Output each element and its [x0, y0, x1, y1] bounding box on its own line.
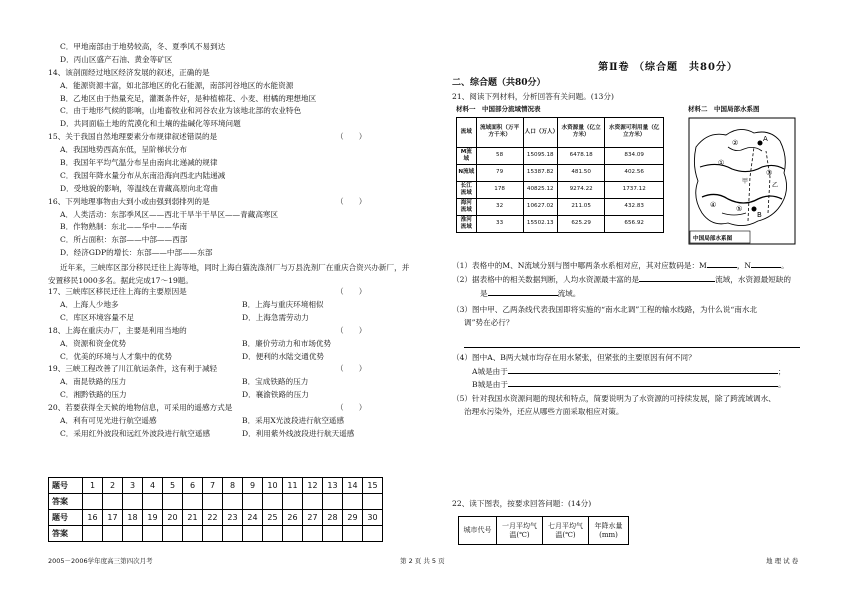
- basin-table-cell: 625.29: [557, 215, 605, 232]
- basin-table-cell: M流域: [457, 147, 477, 164]
- basin-table-cell: 834.09: [605, 147, 664, 164]
- answer-option: D．受地貌的影响，等温线在青藏高原向北弯曲: [60, 183, 218, 193]
- answer-cell[interactable]: [163, 526, 183, 542]
- answer-cell[interactable]: [103, 526, 123, 542]
- question-number-cell: 10: [263, 478, 283, 494]
- basin-table-header-row: [457, 117, 664, 147]
- question-number-cell: 30: [363, 510, 383, 526]
- answer-blank[interactable]: [707, 267, 737, 268]
- basin-table-cell: 656.92: [605, 215, 664, 232]
- basin-table-header: 水资源可利用量（亿立方米）: [605, 117, 664, 147]
- answer-cell[interactable]: [343, 526, 363, 542]
- question-stem: [48, 326, 416, 339]
- basin-table-header: 流域: [457, 117, 477, 147]
- question-number-cell: 27: [303, 510, 323, 526]
- question-number-cell: 19: [143, 510, 163, 526]
- basin-table-header: 流域面积（万平方千米）: [476, 117, 523, 147]
- answer-option-pair: [48, 390, 416, 403]
- answer-paren[interactable]: （ ）: [336, 196, 367, 206]
- map-label: ②: [732, 138, 739, 147]
- answer-blank[interactable]: [488, 295, 558, 296]
- subquestion-2-cont: 是 流域。: [480, 288, 581, 298]
- answer-option: A．人类活动：东部季风区——西北干旱半干旱区——青藏高寒区: [60, 209, 279, 219]
- answer-table: [48, 477, 383, 542]
- climate-table-header-row: [459, 517, 629, 545]
- section-title: 第Ⅱ卷 （综合题 共80分）: [598, 62, 738, 73]
- answer-option-pair: [48, 339, 416, 352]
- basin-table-cell: 211.05: [557, 198, 605, 215]
- answer-option: D．经济GDP的增长：东部——中部——东部: [60, 248, 213, 258]
- material-1-title: 材料一 中国部分流域情况表: [456, 104, 541, 113]
- question-number-cell: 7: [203, 478, 223, 494]
- question-22: 22、读下图表，按要求回答问题：(14分): [452, 499, 592, 508]
- question-number-cell: 24: [243, 510, 263, 526]
- materials-block: [452, 105, 814, 247]
- answer-option: A．资源和资金优势: [60, 338, 127, 348]
- question-stem: [48, 364, 416, 377]
- answer-cell[interactable]: [83, 526, 103, 542]
- answer-table-header: 题号: [49, 478, 83, 494]
- table-row: [457, 164, 664, 181]
- answer-cell[interactable]: [343, 494, 363, 510]
- question-number-cell: 5: [163, 478, 183, 494]
- question-number-cell: 21: [183, 510, 203, 526]
- answer-option-pair: [48, 300, 416, 313]
- answer-table-row: [49, 478, 383, 494]
- answer-cell[interactable]: [323, 494, 343, 510]
- question-text: 18、上海在重庆办厂，主要是利用当地的: [48, 325, 187, 335]
- answer-option: D．利用紫外线波段进行航天遥感: [242, 428, 355, 438]
- map-label: ③: [766, 168, 773, 177]
- left-column: [48, 42, 416, 442]
- question-number-cell: 11: [283, 478, 303, 494]
- answer-table-row: [49, 494, 383, 510]
- answer-option: B．我国年平均气温分布呈由南向北递减的规律: [60, 158, 218, 168]
- question-text: 15、关于我国自然地理要素分布规律叙述错误的是: [48, 132, 218, 142]
- answer-table-header: 答案: [49, 494, 83, 510]
- question-text: 20、若要获得全天候的地物信息，可采用的遥感方式是: [48, 403, 233, 413]
- question-number-cell: 23: [223, 510, 243, 526]
- subquestion-1: （1）表格中的M、N流域分别与图中哪两条水系相对应，其对应数码是：M ，N 。: [452, 260, 789, 270]
- table-row: [457, 181, 664, 198]
- question-number-cell: 14: [343, 478, 363, 494]
- question-text: 17、三峡库区移民迁往上海的主要原因是: [48, 287, 187, 297]
- question-number-cell: 8: [223, 478, 243, 494]
- water-system-map: [688, 117, 796, 245]
- climate-table-header: 年降水量(mm): [589, 517, 629, 545]
- subquestion-3: （3）图中甲、乙两条线代表我国即将实施的“南水北调”工程的输水线路，为什么说“南水北: [452, 304, 758, 314]
- footer-subject: 地 理 试 卷: [766, 557, 799, 565]
- table-row: [457, 198, 664, 215]
- map-label: 乙: [772, 181, 779, 189]
- answer-paren[interactable]: （ ）: [336, 403, 367, 413]
- answer-paren[interactable]: （ ）: [336, 325, 367, 335]
- question-number-cell: 18: [123, 510, 143, 526]
- answer-option-pair: [48, 377, 416, 390]
- answer-option: D．襄渝铁路的压力: [242, 390, 309, 400]
- map-label: ④: [710, 200, 717, 209]
- question-number-cell: 17: [103, 510, 123, 526]
- answer-option: C．由于地形气候的影响，山地畜牧业和河谷农业为该地北部的农业特色: [60, 106, 302, 116]
- answer-cell[interactable]: [143, 526, 163, 542]
- question-number-cell: 16: [83, 510, 103, 526]
- answer-blank[interactable]: [508, 386, 778, 387]
- question-stem: [48, 403, 416, 416]
- question-text: 14、该剖面经过地区经济发展的叙述，正确的是: [48, 67, 210, 77]
- answer-cell[interactable]: [183, 494, 203, 510]
- subquestion-2: （2）据表格中的相关数据判断，人均水资源最丰富的是 流域，水资源最短缺的: [452, 274, 792, 284]
- answer-option: C．库区环境容量不足: [60, 312, 135, 322]
- answer-option: A．南昆铁路的压力: [60, 377, 127, 387]
- subquestion-5: （5）针对我国水资源问题的现状和特点，简要说明为了水资源的可持续发展，除了跨流域调水、: [452, 393, 776, 403]
- answer-option: A．上海人少地多: [60, 300, 119, 310]
- answer-option: B．上海与重庆环境相似: [242, 300, 324, 310]
- basin-table-cell: 海河流域: [457, 198, 477, 215]
- answer-option: A．利有可见光进行航空遥感: [60, 416, 157, 426]
- answer-option: B．作物熟制：东北——华中——华南: [60, 222, 188, 232]
- map-label: B: [757, 210, 762, 219]
- answer-option: A．能源资源丰富，如北部地区的化石能源，南部河谷地区的水能资源: [60, 80, 294, 90]
- answer-cell[interactable]: [123, 526, 143, 542]
- city-b-marker: [752, 206, 757, 211]
- question-stem: [48, 287, 416, 300]
- answer-option: D．便利的水陆交通优势: [242, 351, 325, 361]
- answer-paren[interactable]: （ ）: [336, 364, 367, 374]
- answer-cell[interactable]: [223, 526, 243, 542]
- section-subtitle: 二、综合题（共80分）: [452, 78, 546, 88]
- basin-table-cell: 33: [476, 215, 523, 232]
- subquestion-5-cont: 治理水污染外，还应从哪些方面采取相应对策。: [464, 406, 624, 416]
- answer-option: A．我国地势西高东低，呈阶梯状分布: [60, 145, 187, 155]
- basin-table-header: 水资源量（亿立方米）: [557, 117, 605, 147]
- question-number-cell: 9: [243, 478, 263, 494]
- basin-table-cell: 432.83: [605, 198, 664, 215]
- answer-table-header: 题号: [49, 510, 83, 526]
- answer-cell[interactable]: [363, 526, 383, 542]
- table-row: [457, 215, 664, 232]
- basin-table-cell: 32: [476, 198, 523, 215]
- answer-option: C．采用红外波段和远红外波段进行航空遥感: [60, 428, 211, 438]
- climate-table-header: 一月平均气温(℃): [497, 517, 543, 545]
- map-label: ①: [718, 158, 725, 167]
- basin-table-cell: 15502.13: [523, 215, 557, 232]
- answer-option-pair: [48, 429, 416, 442]
- answer-cell[interactable]: [263, 526, 283, 542]
- question-number-cell: 29: [343, 510, 363, 526]
- question-number-cell: 1: [83, 478, 103, 494]
- answer-cell[interactable]: [123, 494, 143, 510]
- basin-table-cell: 淮河流域: [457, 215, 477, 232]
- question-number-cell: 15: [363, 478, 383, 494]
- answer-blank[interactable]: [508, 373, 778, 374]
- answer-blank[interactable]: [751, 267, 781, 268]
- question-stem: [48, 68, 416, 81]
- answer-cell[interactable]: [223, 494, 243, 510]
- map-label: ⑤: [736, 204, 743, 213]
- footer-page-number: 第 2 页 共 5 页: [400, 557, 445, 565]
- subquestion-4a: A城是由于 ；: [472, 366, 786, 376]
- basin-table-cell: 481.50: [557, 164, 605, 181]
- answer-cell[interactable]: [323, 526, 343, 542]
- answer-cell[interactable]: [183, 526, 203, 542]
- answer-blank[interactable]: [639, 281, 715, 282]
- answer-paren[interactable]: （ ）: [336, 132, 367, 142]
- answer-cell[interactable]: [283, 526, 303, 542]
- basin-table-cell: 1737.12: [605, 181, 664, 198]
- basin-table-cell: 15387.82: [523, 164, 557, 181]
- basin-table-cell: 6478.18: [557, 147, 605, 164]
- answer-cell[interactable]: [203, 526, 223, 542]
- subquestion-3-cont: 调”势在必行？: [464, 317, 514, 327]
- footer-exam-name: 2005－2006学年度高三第四次月考: [48, 557, 153, 565]
- question-number-cell: 13: [323, 478, 343, 494]
- question-number-cell: 22: [203, 510, 223, 526]
- material-2-title: 材料二 中国局部水系图: [688, 104, 760, 113]
- answer-option: C．所占面积：东部——中部——西部: [60, 235, 188, 245]
- answer-line[interactable]: [464, 332, 800, 348]
- answer-paren[interactable]: （ ）: [336, 287, 367, 297]
- question-number-cell: 6: [183, 478, 203, 494]
- answer-cell[interactable]: [243, 494, 263, 510]
- answer-cell[interactable]: [163, 494, 183, 510]
- reading-passage: 近年来，三峡库区部分移民迁往上海等地，同时上海白猫洗涤剂厂与万县洗剂厂在重庆合资兴办新厂，并安置移民1000多名。据此完成17～19题。: [48, 263, 410, 286]
- subquestion-4: （4）图中A、B两大城市均存在用水紧张，但紧张的主要原因有何不同？: [452, 352, 696, 362]
- question-text: 16、下列地理事物由大到小或由强到弱排列的是: [48, 196, 210, 206]
- answer-option-pair: [48, 416, 416, 429]
- basin-table: [456, 117, 664, 233]
- basin-table-cell: 9274.22: [557, 181, 605, 198]
- answer-cell[interactable]: [83, 494, 103, 510]
- right-column: [452, 62, 814, 539]
- answer-cell[interactable]: [283, 494, 303, 510]
- basin-table-cell: 402.56: [605, 164, 664, 181]
- basin-table-cell: 40825.12: [523, 181, 557, 198]
- answer-cell[interactable]: [203, 494, 223, 510]
- basin-table-cell: 长江流域: [457, 181, 477, 198]
- climate-table: [458, 516, 629, 545]
- basin-table-cell: 58: [476, 147, 523, 164]
- question-number-cell: 3: [123, 478, 143, 494]
- question-stem: [48, 132, 416, 145]
- answer-cell[interactable]: [303, 526, 323, 542]
- question-number-cell: 20: [163, 510, 183, 526]
- basin-table-cell: N流域: [457, 164, 477, 181]
- table-row: [457, 147, 664, 164]
- answer-table-header: 答案: [49, 526, 83, 542]
- question-number-cell: 2: [103, 478, 123, 494]
- answer-option: D．丙山区盛产石油、黄金等矿区: [60, 54, 173, 64]
- answer-option: B．乙地区由于热量充足，灌溉条件好，是种植棉花、小麦、柑橘的理想地区: [60, 93, 317, 103]
- answer-cell[interactable]: [303, 494, 323, 510]
- basin-table-cell: 10627.02: [523, 198, 557, 215]
- map-caption: 中国局部水系图: [693, 235, 733, 242]
- answer-cell[interactable]: [243, 526, 263, 542]
- answer-option: D．上海急需劳动力: [242, 312, 309, 322]
- city-a-marker: [758, 140, 763, 145]
- question-21: 21、阅读下列材料，分析回答有关问题。(13分): [452, 92, 614, 101]
- question-21-subquestions: [452, 261, 814, 420]
- question-number-cell: 12: [303, 478, 323, 494]
- answer-option: B．采用X光波段进行航空遥感: [242, 416, 345, 426]
- map-label: 甲: [742, 177, 749, 185]
- answer-option: C．我国年降水量分布从东南沿海向西北内陆递减: [60, 170, 226, 180]
- answer-cell[interactable]: [143, 494, 163, 510]
- answer-cell[interactable]: [103, 494, 123, 510]
- basin-table-header: 人口（万人）: [523, 117, 557, 147]
- basin-table-cell: 15095.18: [523, 147, 557, 164]
- subquestion-4b: B城是由于 。: [472, 379, 786, 389]
- answer-cell[interactable]: [363, 494, 383, 510]
- answer-cell[interactable]: [263, 494, 283, 510]
- question-text: 19、三峡工程改善了川江航运条件，这有利于减轻: [48, 364, 218, 374]
- answer-option: C．优美的环境与人才集中的优势: [60, 351, 173, 361]
- answer-table-row: [49, 526, 383, 542]
- answer-option-pair: [48, 352, 416, 365]
- answer-option: D．共同面临土地的荒漠化和土壤的盐碱化等环境问题: [60, 119, 241, 129]
- climate-table-header: 城市代号: [459, 517, 497, 545]
- answer-option: B．廉价劳动力和市场优势: [242, 338, 332, 348]
- map-label: A: [763, 134, 768, 143]
- answer-option: B．宝成铁路的压力: [242, 377, 309, 387]
- basin-table-cell: 178: [476, 181, 523, 198]
- climate-table-header: 七月平均气温(℃): [543, 517, 589, 545]
- answer-option: C．湘黔铁路的压力: [60, 390, 127, 400]
- question-stem: [48, 197, 416, 210]
- question-number-cell: 4: [143, 478, 163, 494]
- answer-option: C．甲地南部由于地势较高，冬、夏季风不易到达: [60, 42, 226, 51]
- question-number-cell: 26: [283, 510, 303, 526]
- answer-table-row: [49, 510, 383, 526]
- question-number-cell: 25: [263, 510, 283, 526]
- answer-option-pair: [48, 313, 416, 326]
- question-number-cell: 28: [323, 510, 343, 526]
- basin-table-cell: 79: [476, 164, 523, 181]
